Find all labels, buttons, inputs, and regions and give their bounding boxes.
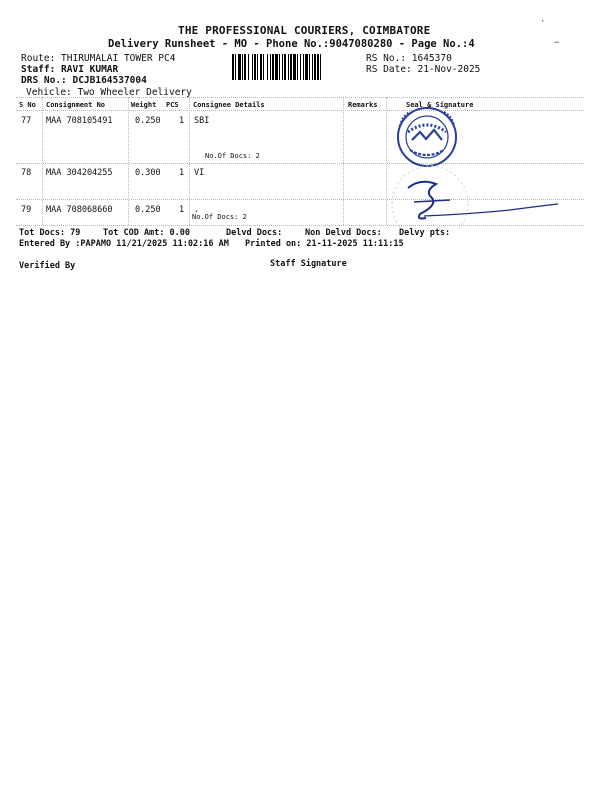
barcode-bar (288, 54, 289, 80)
corner-dash: − (554, 38, 560, 48)
row-consignment: MAA 304204255 (46, 168, 113, 178)
col-divider (128, 97, 129, 225)
company-title: THE PROFESSIONAL COURIERS, COIMBATORE (178, 24, 431, 37)
col-divider (42, 97, 43, 225)
barcode-bar (257, 54, 258, 80)
row-consignee: . (194, 205, 200, 215)
row-consignee: VI (194, 168, 205, 178)
col-header-sno: S No (19, 101, 36, 109)
barcode-bar (267, 54, 268, 80)
row-consignee: SBI (194, 116, 210, 126)
row-weight: 0.250 (135, 205, 161, 215)
barcode-bar (279, 54, 280, 80)
col-header-remarks: Remarks (348, 101, 378, 109)
row-pcs: 1 (179, 205, 185, 215)
total-cod-amount: Tot COD Amt: 0.00 (103, 228, 190, 238)
barcode-bar (282, 54, 283, 80)
barcode-bar (293, 54, 296, 80)
row-weight: 0.300 (135, 168, 161, 178)
corner-mark: · (540, 17, 546, 27)
barcode-bar (260, 54, 262, 80)
barcode-bar (238, 54, 241, 80)
barcode-bar (314, 54, 316, 80)
rs-date: RS Date: 21-Nov-2025 (366, 64, 481, 75)
printed-on: Printed on: 21-11-2025 11:11:15 (245, 239, 404, 249)
row-sno: 78 (21, 168, 32, 178)
non-delivered-docs: Non Delvd Docs: (305, 228, 382, 238)
row-consignment: MAA 708105491 (46, 116, 113, 126)
verified-by-label: Verified By (19, 261, 76, 271)
row-weight: 0.250 (135, 116, 161, 126)
barcode-bar (254, 54, 256, 80)
barcode-bar (297, 54, 298, 80)
col-header-pcs: PCS (166, 101, 179, 109)
barcode-bar (275, 54, 278, 80)
row-consignment: MAA 708068660 (46, 205, 113, 215)
handwritten-signature (380, 158, 566, 230)
col-divider (343, 97, 344, 225)
total-docs: Tot Docs: 79 (19, 228, 81, 238)
staff-label: Staff: RAVI KUMAR (21, 64, 119, 75)
barcode-bar (312, 54, 313, 80)
rs-number: RS No.: 1645370 (366, 53, 452, 64)
entered-by: Entered By :PAPAMO 11/21/2025 11:02:16 AM (19, 239, 229, 249)
barcode-bar (263, 54, 264, 80)
barcode-bar (317, 54, 319, 80)
header-bottom-rule (16, 110, 584, 111)
barcode-bar (303, 54, 304, 80)
drs-number: DRS No.: DCJB164537004 (21, 75, 147, 86)
barcode-bar (235, 54, 236, 80)
row-pcs: 1 (179, 116, 185, 126)
col-divider (189, 97, 190, 225)
row-sno: 77 (21, 116, 32, 126)
col-header-consignee: Consignee Details (193, 101, 265, 109)
barcode-bar (244, 54, 246, 80)
staff-signature-label: Staff Signature (270, 259, 347, 269)
barcode-image (232, 54, 362, 80)
barcode-bar (242, 54, 243, 80)
barcode-bar (270, 54, 271, 80)
row-pcs: 1 (179, 168, 185, 178)
vehicle-label: Vehicle: Two Wheeler Delivery (26, 87, 192, 98)
row-docs: No.Of Docs: 2 (192, 213, 247, 221)
barcode-bar (248, 54, 249, 80)
route-label: Route: THIRUMALAI TOWER PC4 (21, 53, 176, 64)
barcode-bar (290, 54, 292, 80)
barcode-bar (284, 54, 286, 80)
barcode-bar (305, 54, 308, 80)
row-sno: 79 (21, 205, 32, 215)
runsheet-subtitle: Delivery Runsheet - MO - Phone No.:9047080280 - Page No.:4 (108, 38, 475, 50)
table-top-rule (16, 97, 584, 98)
col-header-consignment: Consignment No (46, 101, 106, 109)
barcode-bar (232, 54, 234, 80)
barcode-bar (320, 54, 321, 80)
barcode-bar (272, 54, 274, 80)
col-header-seal-signature: Seal & Signature (406, 101, 474, 109)
barcode-bar (252, 54, 253, 80)
delivered-docs: Delvd Docs: (226, 228, 283, 238)
col-header-weight: Weight (131, 101, 157, 109)
barcode-bar (309, 54, 310, 80)
delivery-points: Delvy pts: (399, 228, 451, 238)
barcode-bar (300, 54, 301, 80)
row-docs: No.Of Docs: 2 (205, 152, 260, 160)
